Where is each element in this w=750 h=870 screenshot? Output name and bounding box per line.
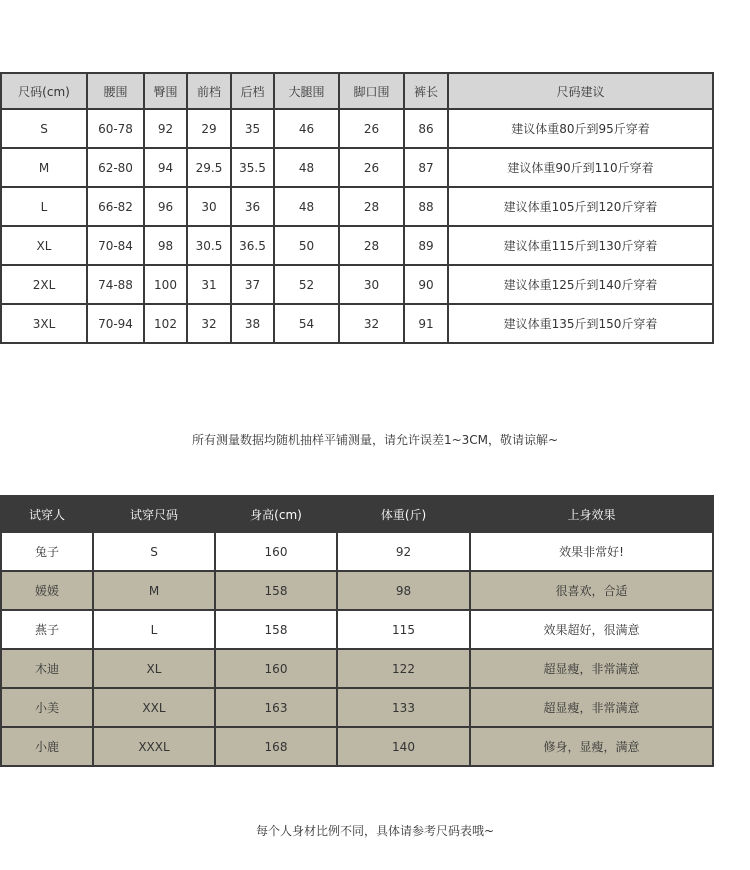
cell-size: XL: [1, 226, 87, 265]
table-row: [1, 226, 713, 265]
table-row: [1, 109, 713, 148]
cell-tester: 小美: [1, 688, 93, 727]
header-length: 裤长: [404, 73, 448, 109]
cell-tried-size: XL: [93, 649, 215, 688]
cell-effect: 修身，显瘦，满意: [470, 727, 713, 766]
cell-hip: 100: [144, 265, 187, 304]
cell-leg-opening: 28: [339, 226, 404, 265]
cell-hip: 96: [144, 187, 187, 226]
cell-thigh: 54: [274, 304, 339, 343]
cell-weight: 122: [337, 649, 470, 688]
cell-weight: 115: [337, 610, 470, 649]
header-tried-size: 试穿尺码: [93, 496, 215, 532]
cell-hip: 94: [144, 148, 187, 187]
header-weight: 体重(斤): [337, 496, 470, 532]
cell-waist: 62-80: [87, 148, 144, 187]
cell-leg-opening: 30: [339, 265, 404, 304]
cell-effect: 效果超好，很满意: [470, 610, 713, 649]
cell-front-rise: 30: [187, 187, 231, 226]
cell-back-rise: 38: [231, 304, 274, 343]
cell-length: 86: [404, 109, 448, 148]
size-chart-header-row: [1, 73, 713, 109]
cell-tried-size: L: [93, 610, 215, 649]
header-height: 身高(cm): [215, 496, 337, 532]
cell-front-rise: 29.5: [187, 148, 231, 187]
cell-back-rise: 35: [231, 109, 274, 148]
cell-waist: 70-94: [87, 304, 144, 343]
fitting-header-row: [1, 496, 713, 532]
fitting-table: [0, 495, 714, 767]
table-row: [1, 187, 713, 226]
cell-leg-opening: 32: [339, 304, 404, 343]
table-row: [1, 571, 713, 610]
cell-hip: 102: [144, 304, 187, 343]
cell-tester: 兔子: [1, 532, 93, 571]
cell-size-advice: 建议体重135斤到150斤穿着: [448, 304, 713, 343]
cell-size: 2XL: [1, 265, 87, 304]
cell-length: 90: [404, 265, 448, 304]
cell-size: 3XL: [1, 304, 87, 343]
cell-length: 88: [404, 187, 448, 226]
cell-back-rise: 36: [231, 187, 274, 226]
table-row: [1, 727, 713, 766]
cell-size: L: [1, 187, 87, 226]
cell-waist: 66-82: [87, 187, 144, 226]
cell-thigh: 50: [274, 226, 339, 265]
cell-front-rise: 31: [187, 265, 231, 304]
cell-tried-size: XXXL: [93, 727, 215, 766]
cell-size: M: [1, 148, 87, 187]
cell-tester: 燕子: [1, 610, 93, 649]
header-size: 尺码(cm): [1, 73, 87, 109]
cell-tried-size: S: [93, 532, 215, 571]
table-row: [1, 649, 713, 688]
header-front-rise: 前档: [187, 73, 231, 109]
cell-thigh: 48: [274, 148, 339, 187]
cell-size-advice: 建议体重125斤到140斤穿着: [448, 265, 713, 304]
table-row: [1, 610, 713, 649]
cell-weight: 98: [337, 571, 470, 610]
header-back-rise: 后档: [231, 73, 274, 109]
table-row: [1, 265, 713, 304]
cell-front-rise: 29: [187, 109, 231, 148]
cell-tester: 木迪: [1, 649, 93, 688]
cell-size-advice: 建议体重80斤到95斤穿着: [448, 109, 713, 148]
cell-weight: 140: [337, 727, 470, 766]
cell-waist: 74-88: [87, 265, 144, 304]
cell-waist: 70-84: [87, 226, 144, 265]
header-leg-opening: 脚口围: [339, 73, 404, 109]
cell-tried-size: XXL: [93, 688, 215, 727]
table-row: [1, 688, 713, 727]
header-size-advice: 尺码建议: [448, 73, 713, 109]
header-hip: 臀围: [144, 73, 187, 109]
header-thigh: 大腿围: [274, 73, 339, 109]
size-chart-table: [0, 72, 714, 344]
cell-back-rise: 36.5: [231, 226, 274, 265]
cell-height: 160: [215, 649, 337, 688]
cell-length: 89: [404, 226, 448, 265]
cell-height: 158: [215, 571, 337, 610]
cell-front-rise: 32: [187, 304, 231, 343]
cell-tester: 小鹿: [1, 727, 93, 766]
cell-waist: 60-78: [87, 109, 144, 148]
header-waist: 腰围: [87, 73, 144, 109]
cell-size: S: [1, 109, 87, 148]
cell-leg-opening: 26: [339, 148, 404, 187]
cell-height: 168: [215, 727, 337, 766]
cell-size-advice: 建议体重115斤到130斤穿着: [448, 226, 713, 265]
table-row: [1, 304, 713, 343]
table-row: [1, 148, 713, 187]
cell-weight: 133: [337, 688, 470, 727]
cell-height: 158: [215, 610, 337, 649]
cell-weight: 92: [337, 532, 470, 571]
cell-effect: 超显瘦，非常满意: [470, 688, 713, 727]
cell-size-advice: 建议体重90斤到110斤穿着: [448, 148, 713, 187]
cell-leg-opening: 26: [339, 109, 404, 148]
cell-effect: 很喜欢，合适: [470, 571, 713, 610]
header-tester: 试穿人: [1, 496, 93, 532]
cell-length: 91: [404, 304, 448, 343]
cell-front-rise: 30.5: [187, 226, 231, 265]
cell-thigh: 48: [274, 187, 339, 226]
cell-back-rise: 35.5: [231, 148, 274, 187]
cell-size-advice: 建议体重105斤到120斤穿着: [448, 187, 713, 226]
cell-tried-size: M: [93, 571, 215, 610]
cell-hip: 98: [144, 226, 187, 265]
cell-hip: 92: [144, 109, 187, 148]
cell-height: 160: [215, 532, 337, 571]
cell-height: 163: [215, 688, 337, 727]
cell-leg-opening: 28: [339, 187, 404, 226]
cell-effect: 效果非常好!: [470, 532, 713, 571]
cell-thigh: 46: [274, 109, 339, 148]
cell-tester: 媛媛: [1, 571, 93, 610]
cell-back-rise: 37: [231, 265, 274, 304]
body-proportion-note: 每个人身材比例不同，具体请参考尺码表哦~: [255, 824, 495, 838]
header-effect: 上身效果: [470, 496, 713, 532]
cell-length: 87: [404, 148, 448, 187]
cell-thigh: 52: [274, 265, 339, 304]
cell-effect: 超显瘦，非常满意: [470, 649, 713, 688]
measurement-note: 所有测量数据均随机抽样平铺测量，请允许误差1~3CM，敬请谅解~: [191, 433, 559, 447]
table-row: [1, 532, 713, 571]
